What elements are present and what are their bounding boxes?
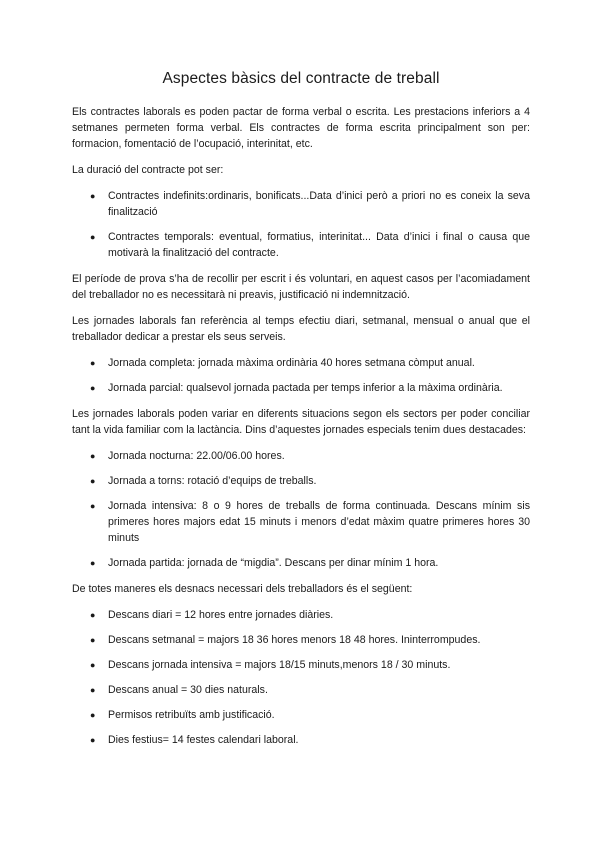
page-title: Aspectes bàsics del contracte de treball bbox=[162, 70, 440, 87]
list-item: ● Jornada a torns: rotació d’equips de treballs. bbox=[90, 475, 317, 487]
bullet-icon: ● bbox=[90, 735, 96, 745]
list-item: ● Contractes indefinits:ordinaris, bonificats...Data d’inici però a priori no es coneix la seva finalització bbox=[90, 190, 530, 218]
bullet-icon: ● bbox=[90, 710, 96, 720]
special-hours-list bbox=[72, 448, 530, 571]
working-hours-list bbox=[72, 355, 530, 396]
bullet-icon: ● bbox=[90, 685, 96, 695]
list-item: ● Jornada intensiva: 8 o 9 hores de treballs de forma continuada. Descans mínim sis primeres hores majors edat 15 minuts i menors d’edat màxim quatre primeres hores 30 minuts bbox=[90, 500, 530, 544]
list-item: ● Jornada parcial: qualsevol jornada pactada per temps inferior a la màxima ordinària. bbox=[90, 382, 503, 394]
bullet-icon: ● bbox=[90, 191, 96, 201]
bullet-icon: ● bbox=[90, 358, 96, 368]
list-item: ● Contractes temporals: eventual, formatius, interinitat... Data d’inici i final o causa que motivarà la finalització del contracte. bbox=[90, 231, 530, 259]
bullet-icon: ● bbox=[90, 476, 96, 486]
bullet-icon: ● bbox=[90, 383, 96, 393]
list-item: ● Jornada partida: jornada de “migdia”. Descans per dinar mínim 1 hora. bbox=[90, 557, 439, 569]
list-item: ● Jornada completa: jornada màxima ordinària 40 hores setmana còmput anual. bbox=[90, 357, 475, 369]
list-item: ● Dies festius= 14 festes calendari laboral. bbox=[90, 734, 299, 746]
list-item: ● Descans jornada intensiva = majors 18/15 minuts,menors 18 / 30 minuts. bbox=[90, 659, 451, 671]
bullet-icon: ● bbox=[90, 451, 96, 461]
bullet-icon: ● bbox=[90, 558, 96, 568]
paragraph-rest-intro: De totes maneres els desnacs necessari dels treballadors és el següent: bbox=[72, 583, 413, 595]
list-item: ● Permisos retribuïts amb justificació. bbox=[90, 709, 275, 721]
bullet-icon: ● bbox=[90, 232, 96, 242]
duration-list bbox=[72, 188, 530, 261]
paragraph-duration-intro: La duració del contracte pot ser: bbox=[72, 164, 224, 176]
bullet-icon: ● bbox=[90, 635, 96, 645]
list-item: ● Descans setmanal = majors 18 36 hores menors 18 48 hores. Ininterrompudes. bbox=[90, 634, 481, 646]
list-item: ● Descans diari = 12 hores entre jornades diàries. bbox=[90, 609, 334, 621]
paragraph-working-hours: Les jornades laborals fan referència al temps efectiu diari, setmanal, mensual o anual que el treballador dedicar a prestar els seus serveis. bbox=[72, 315, 530, 343]
list-item: ● Descans anual = 30 dies naturals. bbox=[90, 684, 268, 696]
bullet-icon: ● bbox=[90, 610, 96, 620]
list-item: ● Jornada nocturna: 22.00/06.00 hores. bbox=[90, 450, 285, 462]
document-page bbox=[72, 70, 530, 758]
paragraph-contract-forms: Els contractes laborals es poden pactar de forma verbal o escrita. Les prestacions inferiors a 4 setmanes permeten forma verbal. Els contractes de forma escrita principalment son per: formacion, fomentació de l’ocupació, interinitat, etc. bbox=[72, 106, 530, 150]
paragraph-trial-period: El període de prova s’ha de recollir per escrit i és voluntari, en aquest casos per l’acomiadament del treballador no es necessitarà ni preavis, justificació ni indemnització. bbox=[72, 273, 530, 301]
bullet-icon: ● bbox=[90, 501, 96, 511]
rest-list bbox=[72, 607, 530, 748]
bullet-icon: ● bbox=[90, 660, 96, 670]
paragraph-special-hours: Les jornades laborals poden variar en diferents situacions segon els sectors per poder conciliar tant la vida familiar com la lactància. Dins d’aquestes jornades especials tenim dues destacades: bbox=[72, 408, 530, 436]
